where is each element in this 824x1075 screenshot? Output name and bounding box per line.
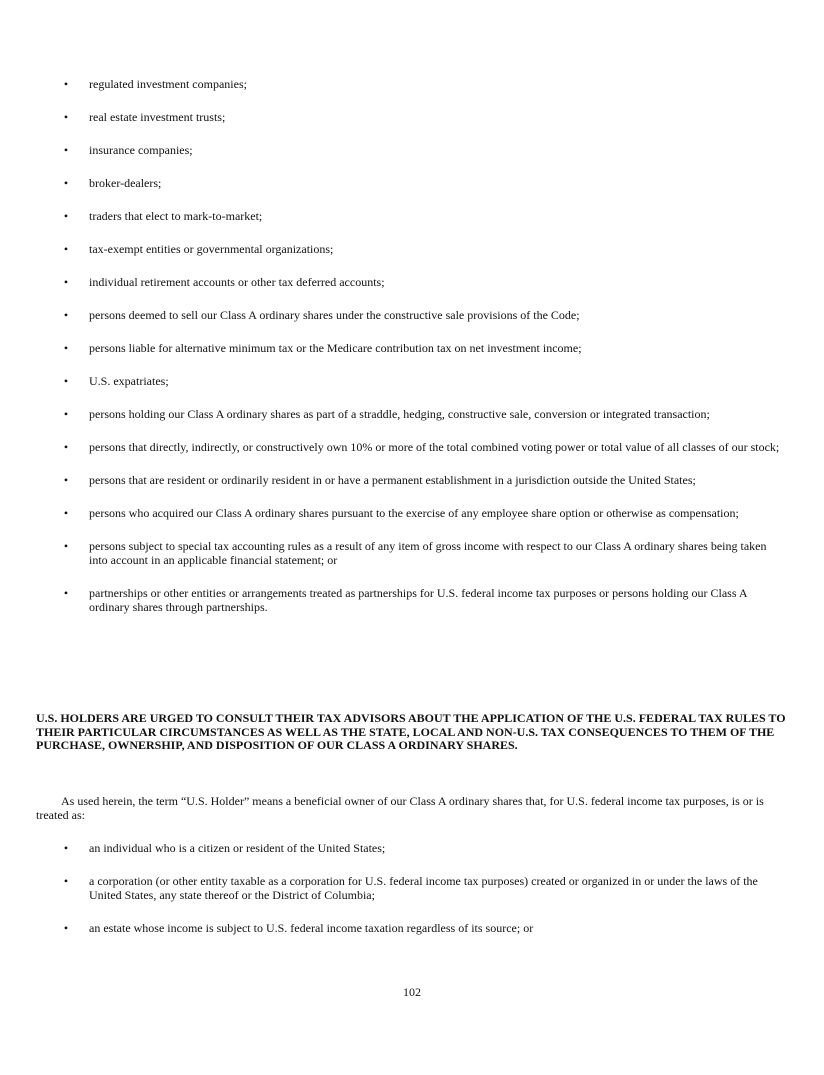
- page-number: 102: [403, 985, 421, 999]
- bullet-icon: •: [63, 374, 69, 388]
- list-item-text: persons that directly, indirectly, or constructively own 10% or more of the total combined voting power or total value of all classes of our stock;: [89, 440, 780, 454]
- list-item: [0, 921, 824, 935]
- bullet-icon: •: [63, 77, 69, 91]
- list-item: [0, 586, 824, 614]
- list-item-text: insurance companies;: [89, 143, 193, 157]
- list-item: [0, 209, 824, 223]
- list-item-text: persons who acquired our Class A ordinary shares pursuant to the exercise of any employee share option or otherwise as compensation;: [89, 506, 739, 520]
- bullet-icon: •: [63, 440, 69, 454]
- list-item-text: broker-dealers;: [89, 176, 162, 190]
- list-item: [0, 308, 824, 322]
- bullet-icon: •: [63, 143, 69, 157]
- list-item-text: partnerships or other entities or arrangements treated as partnerships for U.S. federal income tax purposes or persons holding our Class A ordinary shares through partnerships.: [89, 586, 747, 614]
- tax-advisor-notice: U.S. HOLDERS ARE URGED TO CONSULT THEIR TAX ADVISORS ABOUT THE APPLICATION OF THE U.S. FEDERAL TAX RULES TO THEIR PARTICULAR CIRCUMSTANCES AS WELL AS THE STATE, LOCAL AND NON-U.S. TAX CONSEQUENCES TO THEM OF THE PURCHASE, OWNERSHIP, AND DISPOSITION OF OUR CLASS A ORDINARY SHARES.: [36, 711, 786, 752]
- list-item-text: persons holding our Class A ordinary shares as part of a straddle, hedging, constructive sale, conversion or integrated transaction;: [89, 407, 710, 421]
- list-item: [0, 473, 824, 487]
- list-item-text: an estate whose income is subject to U.S. federal income taxation regardless of its source; or: [89, 921, 534, 935]
- list-item-text: an individual who is a citizen or resident of the United States;: [89, 841, 386, 855]
- bullet-icon: •: [63, 874, 69, 888]
- us-holder-definition-paragraph: As used herein, the term “U.S. Holder” means a beneficial owner of our Class A ordinary shares that, for U.S. federal income tax purposes, is or is treated as:: [36, 794, 764, 822]
- list-item: [0, 539, 824, 567]
- list-item-text: U.S. expatriates;: [89, 374, 169, 388]
- bullet-icon: •: [63, 921, 69, 935]
- list-item-text: regulated investment companies;: [89, 77, 247, 91]
- bullet-icon: •: [63, 242, 69, 256]
- us-holder-criteria-list: [0, 841, 824, 954]
- list-item: [0, 77, 824, 91]
- excluded-holders-list: [0, 77, 824, 633]
- list-item: [0, 242, 824, 256]
- bullet-icon: •: [63, 473, 69, 487]
- list-item: [0, 407, 824, 421]
- list-item-text: a corporation (or other entity taxable as a corporation for U.S. federal income tax purposes) created or organized in or under the laws of the United States, any state thereof or the District of Columbia;: [89, 874, 758, 902]
- list-item: [0, 374, 824, 388]
- bullet-icon: •: [63, 539, 69, 553]
- list-item: [0, 841, 824, 855]
- list-item-text: persons liable for alternative minimum tax or the Medicare contribution tax on net investment income;: [89, 341, 582, 355]
- bullet-icon: •: [63, 308, 69, 322]
- bullet-icon: •: [63, 341, 69, 355]
- list-item-text: individual retirement accounts or other tax deferred accounts;: [89, 275, 385, 289]
- bullet-icon: •: [63, 275, 69, 289]
- bullet-icon: •: [63, 586, 69, 600]
- list-item: [0, 506, 824, 520]
- list-item: [0, 440, 824, 454]
- list-item-text: persons that are resident or ordinarily resident in or have a permanent establishment in a jurisdiction outside the United States;: [89, 473, 696, 487]
- bullet-icon: •: [63, 506, 69, 520]
- bullet-icon: •: [63, 209, 69, 223]
- list-item: [0, 275, 824, 289]
- list-item-text: tax-exempt entities or governmental organizations;: [89, 242, 334, 256]
- list-item: [0, 176, 824, 190]
- list-item: [0, 341, 824, 355]
- list-item: [0, 110, 824, 124]
- list-item-text: real estate investment trusts;: [89, 110, 226, 124]
- list-item: [0, 143, 824, 157]
- list-item-text: persons subject to special tax accounting rules as a result of any item of gross income with respect to our Class A ordinary shares being taken into account in an applicable financial statement; or: [89, 539, 767, 567]
- bullet-icon: •: [63, 176, 69, 190]
- bullet-icon: •: [63, 841, 69, 855]
- list-item-text: traders that elect to mark-to-market;: [89, 209, 263, 223]
- list-item: [0, 874, 824, 902]
- bullet-icon: •: [63, 407, 69, 421]
- bullet-icon: •: [63, 110, 69, 124]
- list-item-text: persons deemed to sell our Class A ordinary shares under the constructive sale provisions of the Code;: [89, 308, 580, 322]
